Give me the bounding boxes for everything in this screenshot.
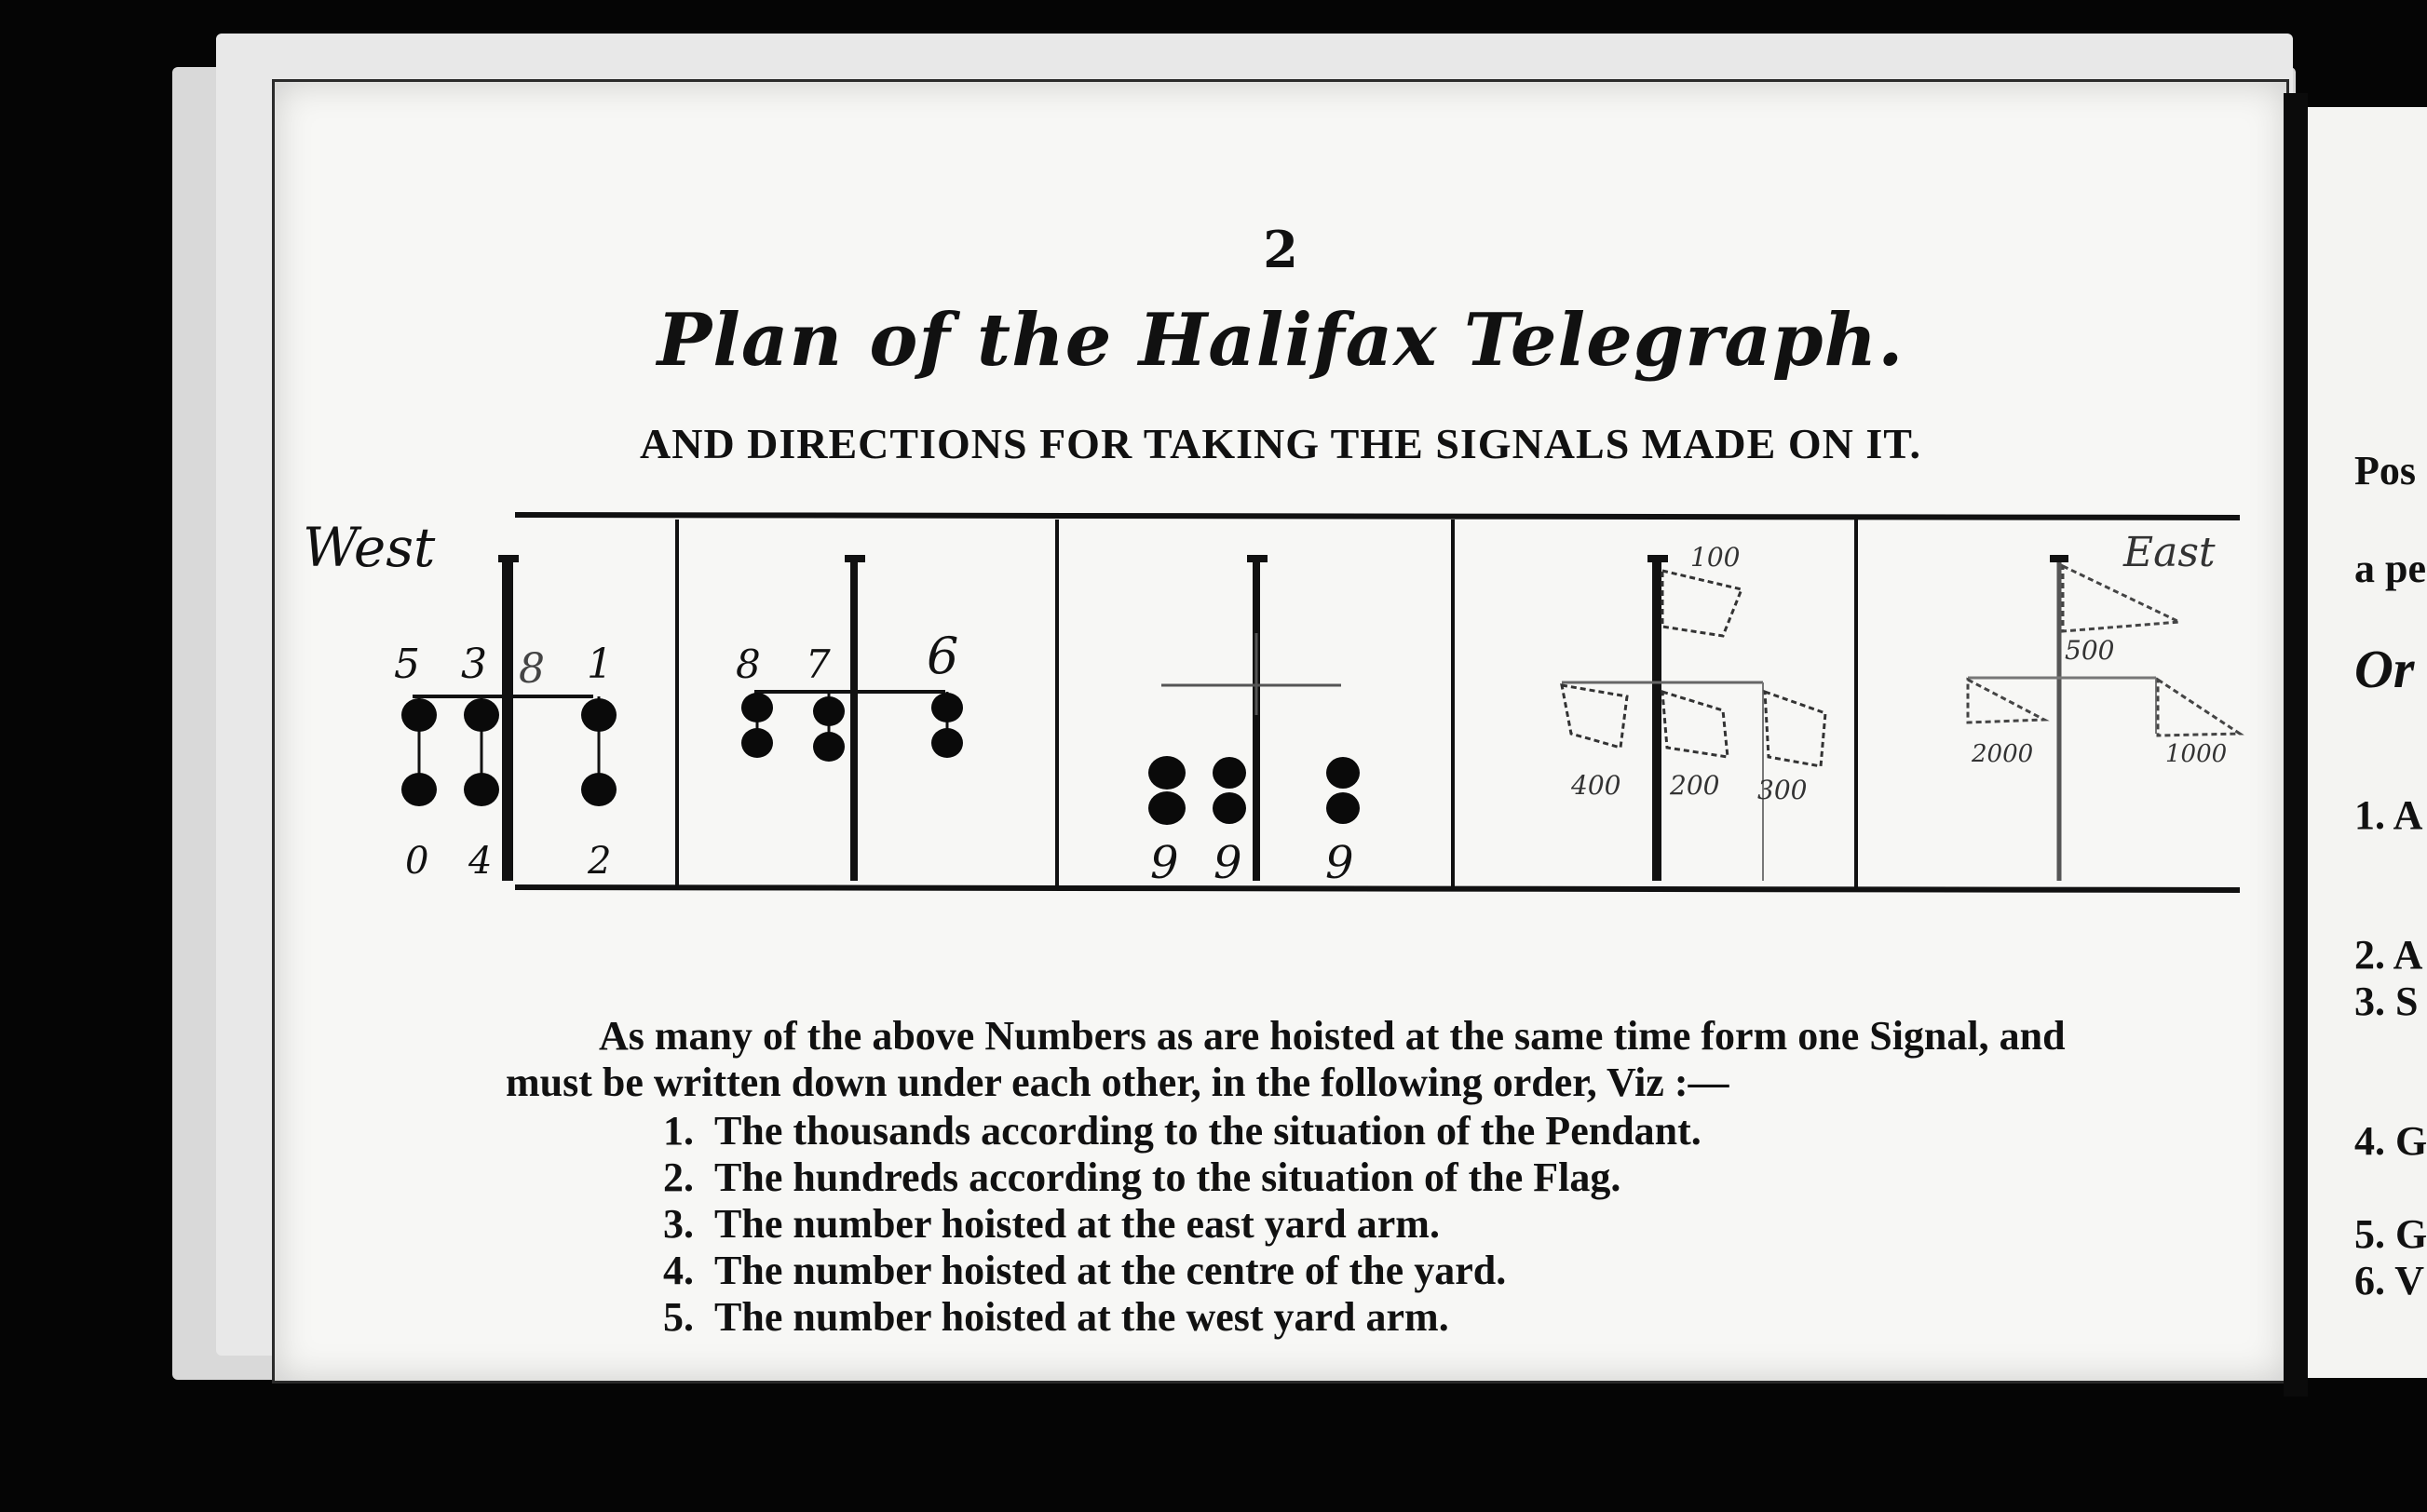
instructions-line-2: must be written down under each other, in the following order, Viz :— bbox=[506, 1060, 1729, 1105]
pendant-label: 500 bbox=[2065, 635, 2115, 666]
west-label: West bbox=[303, 516, 436, 579]
document-page bbox=[272, 79, 2289, 1384]
flag-400 bbox=[1562, 685, 1627, 748]
signal-ball bbox=[741, 693, 773, 722]
panel-1-top-number: 8 bbox=[519, 645, 545, 693]
flag-label: 200 bbox=[1670, 770, 1720, 801]
signal-ball bbox=[741, 728, 773, 758]
flag-label: 300 bbox=[1757, 775, 1808, 805]
step-text: The thousands according to the situation of the Pendant. bbox=[714, 1108, 1702, 1154]
list-item bbox=[629, 1108, 1702, 1154]
list-item bbox=[629, 1294, 1702, 1341]
panel-2-top-number: 7 bbox=[806, 641, 831, 687]
flag-label: 100 bbox=[1690, 542, 1741, 573]
panel-5-mast bbox=[1968, 559, 2240, 881]
instructions-paragraph bbox=[506, 1013, 2257, 1106]
pendant-label: 2000 bbox=[1972, 740, 2034, 768]
panel-1-top-number: 5 bbox=[394, 641, 420, 688]
facing-page-text: 5. G bbox=[2354, 1211, 2427, 1257]
step-text: The hundreds according to the situation of the Flag. bbox=[714, 1154, 1621, 1200]
signal-ball bbox=[1326, 757, 1360, 789]
step-text: The number hoisted at the centre of the yard. bbox=[714, 1248, 1507, 1293]
step-text: The number hoisted at the east yard arm. bbox=[714, 1201, 1440, 1247]
pendant-1000 bbox=[2158, 680, 2240, 736]
step-number: 5. bbox=[663, 1294, 694, 1340]
pendant-2000 bbox=[1968, 680, 2044, 722]
panel-1-bottom-number: 2 bbox=[588, 840, 612, 883]
list-item bbox=[629, 1201, 1702, 1248]
panel-2-top-number: 6 bbox=[927, 627, 959, 685]
panel-1-bottom-number: 0 bbox=[405, 840, 429, 883]
step-number: 3. bbox=[663, 1201, 694, 1247]
facing-page-text: Pos bbox=[2354, 448, 2416, 493]
step-text: The number hoisted at the west yard arm. bbox=[714, 1294, 1449, 1340]
panel-1-bottom-number: 4 bbox=[468, 840, 493, 883]
book-spine bbox=[2284, 93, 2308, 1397]
flag-300 bbox=[1765, 692, 1825, 766]
step-number: 1. bbox=[663, 1108, 694, 1154]
list-item bbox=[629, 1154, 1702, 1201]
signal-ball bbox=[931, 728, 963, 758]
facing-page-text: 1. A bbox=[2354, 792, 2423, 838]
page-subtitle: AND DIRECTIONS FOR TAKING THE SIGNALS MADE ON IT. bbox=[640, 420, 1921, 467]
panel-3-bottom-number: 9 bbox=[1150, 837, 1179, 889]
facing-page-text: 4. G bbox=[2354, 1118, 2427, 1164]
panel-1-top-number: 1 bbox=[587, 641, 613, 688]
facing-page-fragment bbox=[2308, 107, 2427, 1378]
signal-ball bbox=[1213, 757, 1246, 789]
panel-2-top-number: 8 bbox=[736, 641, 761, 687]
facing-page-text: 3. S bbox=[2354, 979, 2419, 1024]
signal-ball bbox=[1213, 792, 1246, 824]
signal-ball bbox=[1148, 756, 1186, 790]
flag-100 bbox=[1662, 571, 1742, 636]
facing-page-text: 2. A bbox=[2354, 932, 2423, 978]
page-title: Plan of the Halifax Telegraph. bbox=[657, 298, 1905, 383]
signal-ball bbox=[401, 698, 437, 732]
step-number: 4. bbox=[663, 1248, 694, 1293]
signal-ball bbox=[401, 773, 437, 806]
signal-ball bbox=[581, 773, 617, 806]
signal-ball bbox=[464, 698, 499, 732]
panel-3-bottom-number: 9 bbox=[1325, 837, 1354, 889]
panel-1-top-number: 3 bbox=[461, 641, 487, 688]
list-item bbox=[629, 1248, 1702, 1294]
panel-4-mast bbox=[1562, 559, 1825, 881]
flag-200 bbox=[1662, 692, 1728, 757]
signal-ball bbox=[1326, 792, 1360, 824]
panel-3-mast bbox=[1148, 559, 1360, 881]
east-label: East bbox=[2123, 529, 2216, 576]
panel-1-mast bbox=[401, 559, 617, 881]
signal-ball bbox=[931, 693, 963, 722]
panel-2-mast bbox=[741, 559, 963, 881]
facing-page-text: Or bbox=[2354, 639, 2415, 699]
diagram-top-rule bbox=[515, 515, 2240, 518]
facing-page-text: 6. V bbox=[2354, 1258, 2424, 1303]
instructions-steps bbox=[629, 1108, 1702, 1341]
instructions-line-1: As many of the above Numbers as are hoisted at the same time form one Signal, and bbox=[599, 1013, 2066, 1059]
panel-3-bottom-number: 9 bbox=[1214, 837, 1242, 889]
signal-ball bbox=[464, 773, 499, 806]
signal-ball bbox=[813, 732, 845, 762]
flag-label: 400 bbox=[1571, 770, 1621, 801]
signal-ball bbox=[581, 698, 617, 732]
page-number: 2 bbox=[1263, 220, 1298, 279]
facing-page-text: a pe bbox=[2354, 546, 2426, 591]
diagram-bottom-rule bbox=[515, 887, 2240, 890]
step-number: 2. bbox=[663, 1154, 694, 1200]
signal-ball bbox=[813, 696, 845, 726]
pendant-label: 1000 bbox=[2165, 740, 2228, 768]
signal-ball bbox=[1148, 791, 1186, 825]
